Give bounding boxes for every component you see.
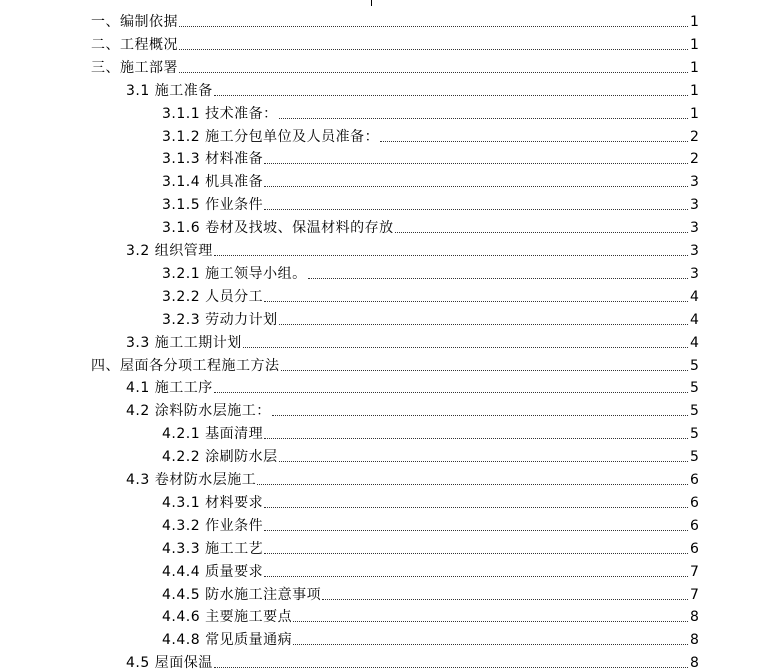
toc-entry[interactable] (162, 307, 698, 329)
toc-entry-page-number: 2 (690, 151, 699, 168)
toc-entry[interactable] (162, 192, 698, 214)
toc-entry-page-number: 4 (690, 288, 699, 305)
toc-entry-page-number: 3 (690, 174, 699, 191)
toc-entry[interactable] (162, 627, 698, 649)
toc-entry[interactable] (162, 146, 698, 168)
toc-entry[interactable] (126, 78, 698, 100)
toc-entry-page-number: 7 (690, 586, 699, 603)
toc-entry-title: 3.2.1 施工领导小组。 (162, 265, 307, 282)
toc-entry[interactable] (162, 490, 698, 512)
toc-entry[interactable] (91, 55, 698, 77)
toc-dot-leader (322, 599, 688, 600)
toc-entry[interactable] (162, 582, 698, 604)
toc-entry[interactable] (126, 467, 698, 489)
toc-entry[interactable] (162, 421, 698, 443)
toc-entry-title: 4.3.2 作业条件 (162, 517, 264, 534)
toc-dot-leader (279, 118, 688, 119)
toc-entry-title: 4.4.8 常见质量通病 (162, 632, 293, 649)
toc-entry-title: 4.2.1 基面清理 (162, 426, 264, 443)
toc-entry[interactable] (126, 398, 698, 420)
toc-entry[interactable] (126, 238, 698, 260)
toc-entry-page-number: 3 (690, 243, 699, 259)
toc-entry-page-number: 5 (690, 380, 699, 397)
toc-entry-page-number: 1 (690, 59, 699, 76)
toc-entry[interactable] (162, 536, 698, 558)
toc-dot-leader (395, 232, 688, 233)
toc-dot-leader (214, 255, 688, 256)
toc-dot-leader (179, 72, 688, 73)
toc-dot-leader (243, 347, 688, 348)
toc-entry-title: 3.1.1 技术准备： (162, 105, 278, 122)
toc-entry-page-number: 4 (690, 334, 699, 351)
toc-entry-title: 3.1.4 机具准备 (162, 174, 264, 191)
toc-dot-leader (293, 621, 688, 622)
toc-entry-page-number: 1 (690, 82, 699, 99)
toc-dot-leader (264, 438, 688, 439)
toc-dot-leader (272, 415, 688, 416)
toc-entry-page-number: 8 (690, 632, 699, 649)
toc-entry-title: 3.1.5 作业条件 (162, 197, 264, 214)
toc-entry[interactable] (162, 444, 698, 466)
toc-entry-title: 4.4.6 主要施工要点 (162, 609, 293, 626)
toc-entry-title: 4.3.1 材料要求 (162, 494, 264, 511)
toc-entry-title: 4.4.5 防水施工注意事项 (162, 586, 322, 603)
toc-entry-page-number: 2 (690, 128, 699, 145)
toc-dot-leader (293, 644, 688, 645)
toc-entry-title: 4.5 屋面保温 (126, 655, 213, 672)
toc-entry-page-number: 3 (690, 197, 699, 214)
toc-entry-page-number: 5 (690, 426, 699, 443)
toc-entry-title: 4.2 涂料防水层施工： (126, 403, 271, 420)
toc-dot-leader (279, 324, 688, 325)
toc-entry[interactable] (162, 261, 698, 283)
toc-entry-title: 四、屋面各分项工程施工方法 (91, 357, 280, 374)
toc-dot-leader (257, 484, 688, 485)
text-cursor (371, 0, 372, 6)
toc-entry-page-number: 5 (690, 403, 699, 420)
toc-entry-page-number: 6 (690, 517, 699, 534)
toc-entry-page-number: 5 (690, 449, 699, 466)
toc-entry-page-number: 6 (690, 472, 699, 488)
toc-entry-title: 4.3.3 施工工艺 (162, 540, 264, 557)
toc-entry-title: 3.2.3 劳动力计划 (162, 311, 278, 328)
toc-entry[interactable] (162, 513, 698, 535)
toc-dot-leader (179, 49, 688, 50)
toc-entry-title: 一、编制依据 (91, 14, 178, 30)
toc-entry[interactable] (91, 9, 698, 31)
toc-entry-page-number: 6 (690, 540, 699, 557)
toc-entry[interactable] (162, 101, 698, 123)
toc-entry[interactable] (162, 559, 698, 581)
toc-dot-leader (214, 392, 688, 393)
toc-entry-page-number: 1 (690, 14, 699, 30)
toc-entry-title: 3.2.2 人员分工 (162, 288, 264, 305)
toc-entry[interactable] (162, 169, 698, 191)
toc-dot-leader (214, 95, 688, 96)
toc-entry-page-number: 4 (690, 311, 699, 328)
toc-dot-leader (264, 507, 688, 508)
toc-entry-page-number: 7 (690, 563, 699, 580)
toc-entry[interactable] (91, 32, 698, 54)
toc-entry[interactable] (162, 604, 698, 626)
toc-entry[interactable] (91, 353, 698, 375)
toc-entry-title: 3.1 施工准备 (126, 82, 213, 99)
toc-entry-title: 4.4.4 质量要求 (162, 563, 264, 580)
toc-entry-page-number: 3 (690, 220, 699, 237)
toc-entry-title: 3.1.6 卷材及找坡、保温材料的存放 (162, 220, 394, 237)
toc-entry-page-number: 1 (690, 36, 699, 53)
toc-dot-leader (264, 186, 688, 187)
toc-entry-page-number: 8 (690, 609, 699, 626)
toc-entry-title: 3.1.2 施工分包单位及人员准备： (162, 128, 380, 145)
toc-entry-page-number: 8 (690, 655, 699, 672)
toc-entry-title: 3.3 施工工期计划 (126, 334, 242, 351)
toc-entry-page-number: 3 (690, 265, 699, 282)
toc-dot-leader (264, 163, 688, 164)
toc-entry[interactable] (126, 330, 698, 352)
toc-entry-page-number: 1 (690, 105, 699, 122)
toc-entry-page-number: 5 (690, 357, 699, 374)
toc-dot-leader (264, 209, 688, 210)
toc-entry-title: 3.1.3 材料准备 (162, 151, 264, 168)
toc-dot-leader (179, 26, 688, 27)
toc-entry-title: 3.2 组织管理 (126, 243, 213, 259)
toc-entry-title: 二、工程概况 (91, 36, 178, 53)
toc-entry[interactable] (126, 375, 698, 397)
toc-entry-title: 4.3 卷材防水层施工 (126, 472, 257, 488)
toc-entry[interactable] (162, 215, 698, 237)
toc-entry-title: 4.1 施工工序 (126, 380, 213, 397)
toc-dot-leader (281, 370, 689, 371)
toc-entry-title: 4.2.2 涂刷防水层 (162, 449, 278, 466)
toc-entry[interactable] (126, 650, 698, 672)
toc-entry-page-number: 6 (690, 494, 699, 511)
toc-dot-leader (279, 461, 688, 462)
toc-dot-leader (380, 141, 688, 142)
toc-dot-leader (264, 301, 688, 302)
toc-entry[interactable] (162, 124, 698, 146)
toc-entry[interactable] (162, 284, 698, 306)
toc-entry-title: 三、施工部署 (91, 59, 178, 76)
toc-dot-leader (264, 576, 688, 577)
toc-dot-leader (264, 530, 688, 531)
toc-dot-leader (264, 553, 688, 554)
toc-dot-leader (308, 278, 688, 279)
